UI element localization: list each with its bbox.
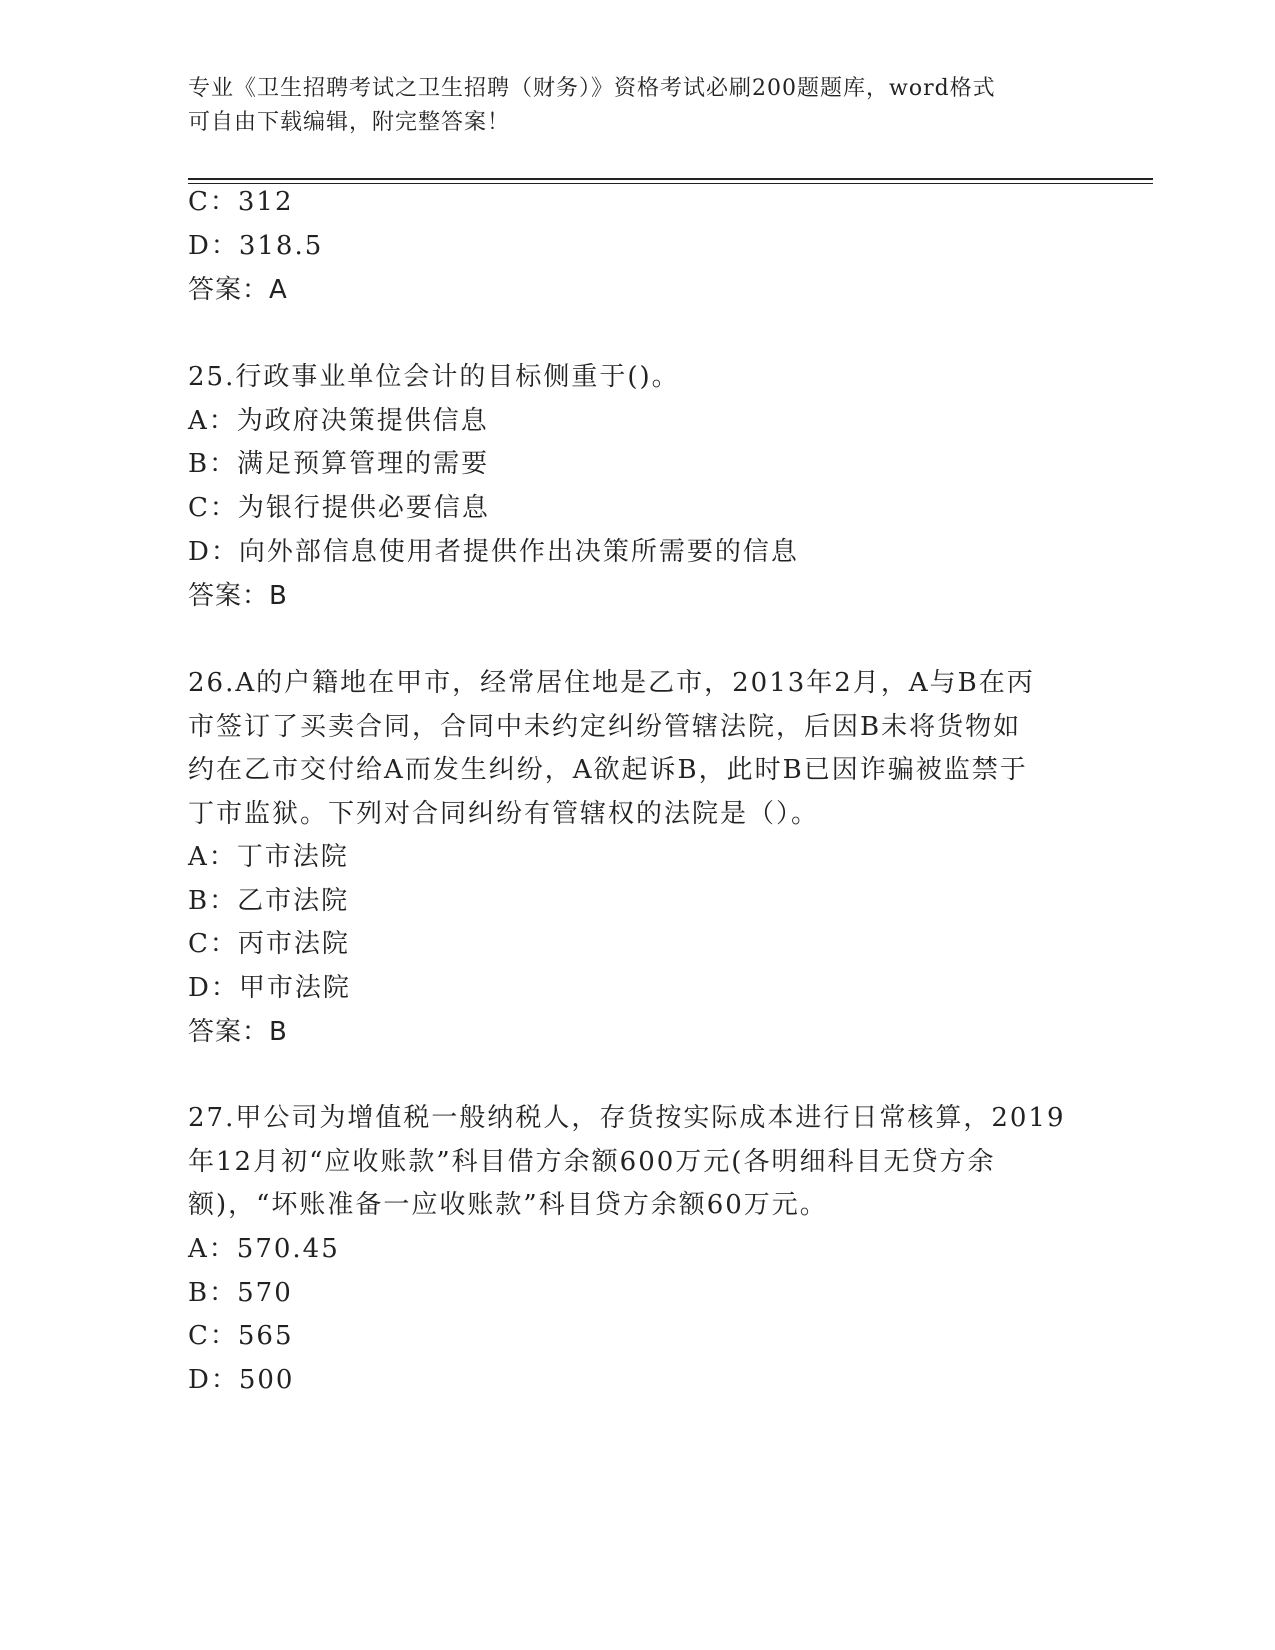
q26-option-b: B：乙市法院 [188, 886, 350, 916]
q25-option-d: D：向外部信息使用者提供作出决策所需要的信息 [188, 537, 799, 567]
q26-answer: 答案：B [188, 1017, 288, 1047]
prev-option-c: C：312 [188, 187, 294, 217]
q27-option-d: D：500 [188, 1365, 295, 1395]
header-title-line-2: 可自由下载编辑，附完整答案！ [188, 110, 511, 135]
q27-option-b: B：570 [188, 1278, 293, 1308]
q26-stem-line-3: 约在乙市交付给A而发生纠纷，A欲起诉B，此时B已因诈骗被监禁于 [188, 755, 1028, 785]
q25-option-a: A：为政府决策提供信息 [188, 406, 489, 436]
q25-answer: 答案：B [188, 581, 288, 611]
document-header [188, 72, 1088, 140]
q27-stem-line-3: 额)，“坏账准备一应收账款”科目贷方余额60万元。 [188, 1190, 828, 1220]
q25-option-c: C：为银行提供必要信息 [188, 493, 490, 523]
header-divider-thin [188, 183, 1153, 184]
prev-answer: 答案：A [188, 275, 288, 305]
q26-stem-line-1: 26.A的户籍地在甲市，经常居住地是乙市，2013年2月，A与B在丙 [188, 668, 1035, 698]
q26-option-c: C：丙市法院 [188, 929, 350, 959]
q26-option-d: D：甲市法院 [188, 973, 351, 1003]
q25-option-b: B：满足预算管理的需要 [188, 449, 490, 479]
header-title-line-1: 专业《卫生招聘考试之卫生招聘（财务）》资格考试必刷200题题库，word格式 [188, 76, 996, 101]
q27-option-c: C：565 [188, 1321, 294, 1351]
q27-stem-line-1: 27.甲公司为增值税一般纳税人，存货按实际成本进行日常核算，2019 [188, 1103, 1066, 1133]
q26-option-a: A：丁市法院 [188, 842, 349, 872]
q26-stem-line-2: 市签订了买卖合同，合同中未约定纠纷管辖法院，后因B未将货物如 [188, 712, 1022, 742]
q27-option-a: A：570.45 [188, 1234, 340, 1264]
q27-stem-line-2: 年12月初“应收账款”科目借方余额600万元(各明细科目无贷方余 [188, 1147, 996, 1177]
q25-stem: 25.行政事业单位会计的目标侧重于()。 [188, 362, 680, 392]
prev-option-d: D：318.5 [188, 231, 324, 261]
header-divider-thick [188, 178, 1153, 180]
q26-stem-line-4: 丁市监狱。下列对合同纠纷有管辖权的法院是（）。 [188, 799, 820, 829]
